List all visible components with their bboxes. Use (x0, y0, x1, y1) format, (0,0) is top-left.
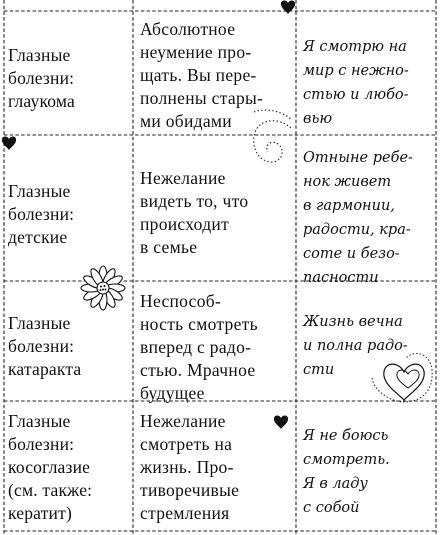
affirmation-line: с собой (303, 500, 360, 516)
affirmation-line: вью (303, 111, 333, 127)
affirmation-line: пасности (303, 270, 379, 286)
disease-cell-row4 (8, 410, 128, 525)
cause-line: в семье (140, 237, 198, 257)
affirmation-line: смотреть. (303, 452, 390, 468)
cause-line: Абсолютное (140, 19, 236, 39)
affirmation-cell-row4 (303, 424, 433, 520)
disease-line: катаракта (8, 359, 82, 379)
cause-cell-row4 (140, 410, 292, 525)
affirmation-cell-row2 (303, 146, 433, 290)
cause-line: полнены стары- (140, 88, 264, 108)
affirmation-line: Отныне ребе- (303, 150, 413, 166)
cause-line: стью. Мрачное (140, 360, 256, 380)
affirmation-line: Я в ладу (303, 476, 368, 492)
disease-line: болезни: (8, 204, 75, 224)
disease-line: Глазные (8, 411, 71, 431)
disease-line: косоглазие (8, 457, 91, 477)
cause-line: неумение про- (140, 42, 252, 62)
disease-line: кератит) (8, 503, 72, 523)
affirmation-line: в гармонии, (303, 198, 395, 214)
affirmation-cell-row3 (303, 310, 433, 382)
cause-line: тиворечивые (140, 480, 240, 500)
disease-line: болезни: (8, 336, 75, 356)
affirmation-line: мир с нежно- (303, 63, 409, 79)
affirmation-line: и полна радо- (303, 338, 408, 354)
cause-line: жизнь. Про- (140, 457, 234, 477)
cause-line: ность смотреть (140, 314, 258, 334)
cause-line: Нежелание (140, 411, 226, 431)
cause-line: Нежелание (140, 168, 226, 188)
disease-line: болезни: (8, 68, 75, 88)
cause-line: ми обидами (140, 111, 232, 131)
affirmation-line: сти (303, 362, 335, 378)
affirmation-line: стью и любо- (303, 87, 409, 103)
cause-line: Неспособ- (140, 291, 222, 311)
disease-cell-row3 (8, 312, 128, 381)
cause-cell-row2 (140, 167, 292, 259)
affirmation-line: Я смотрю на (303, 39, 407, 55)
disease-line: Глазные (8, 45, 71, 65)
affirmation-line: Жизнь вечна (303, 314, 403, 330)
disease-line: Глазные (8, 181, 71, 201)
affirmation-line: соте и безо- (303, 246, 400, 262)
cause-line: видеть то, что (140, 191, 249, 211)
cause-cell-row3 (140, 290, 292, 405)
disease-cell-row1 (8, 44, 128, 113)
cause-line: будущее (140, 383, 205, 403)
heart-icon (2, 137, 16, 150)
affirmation-line: радости, кра- (303, 222, 411, 238)
affirmation-cell-row1 (303, 35, 433, 131)
disease-line: глаукома (8, 91, 76, 111)
affirmation-line: нок живет (303, 174, 392, 190)
cause-line: смотреть на (140, 434, 233, 454)
disease-line: болезни: (8, 434, 75, 454)
disease-cell-row2 (8, 180, 128, 249)
affirmation-line: Я не боюсь (303, 428, 389, 444)
cause-line: происходит (140, 214, 230, 234)
disease-line: (см. также: (8, 480, 93, 500)
cause-line: щать. Вы пере- (140, 65, 257, 85)
cause-line: вперед с радо- (140, 337, 252, 357)
disease-line: детские (8, 227, 68, 247)
daisy-flower-icon (81, 266, 125, 310)
cause-line: стремления (140, 503, 230, 523)
cause-cell-row1 (140, 18, 292, 133)
heart-icon (281, 1, 295, 14)
disease-line: Глазные (8, 313, 71, 333)
